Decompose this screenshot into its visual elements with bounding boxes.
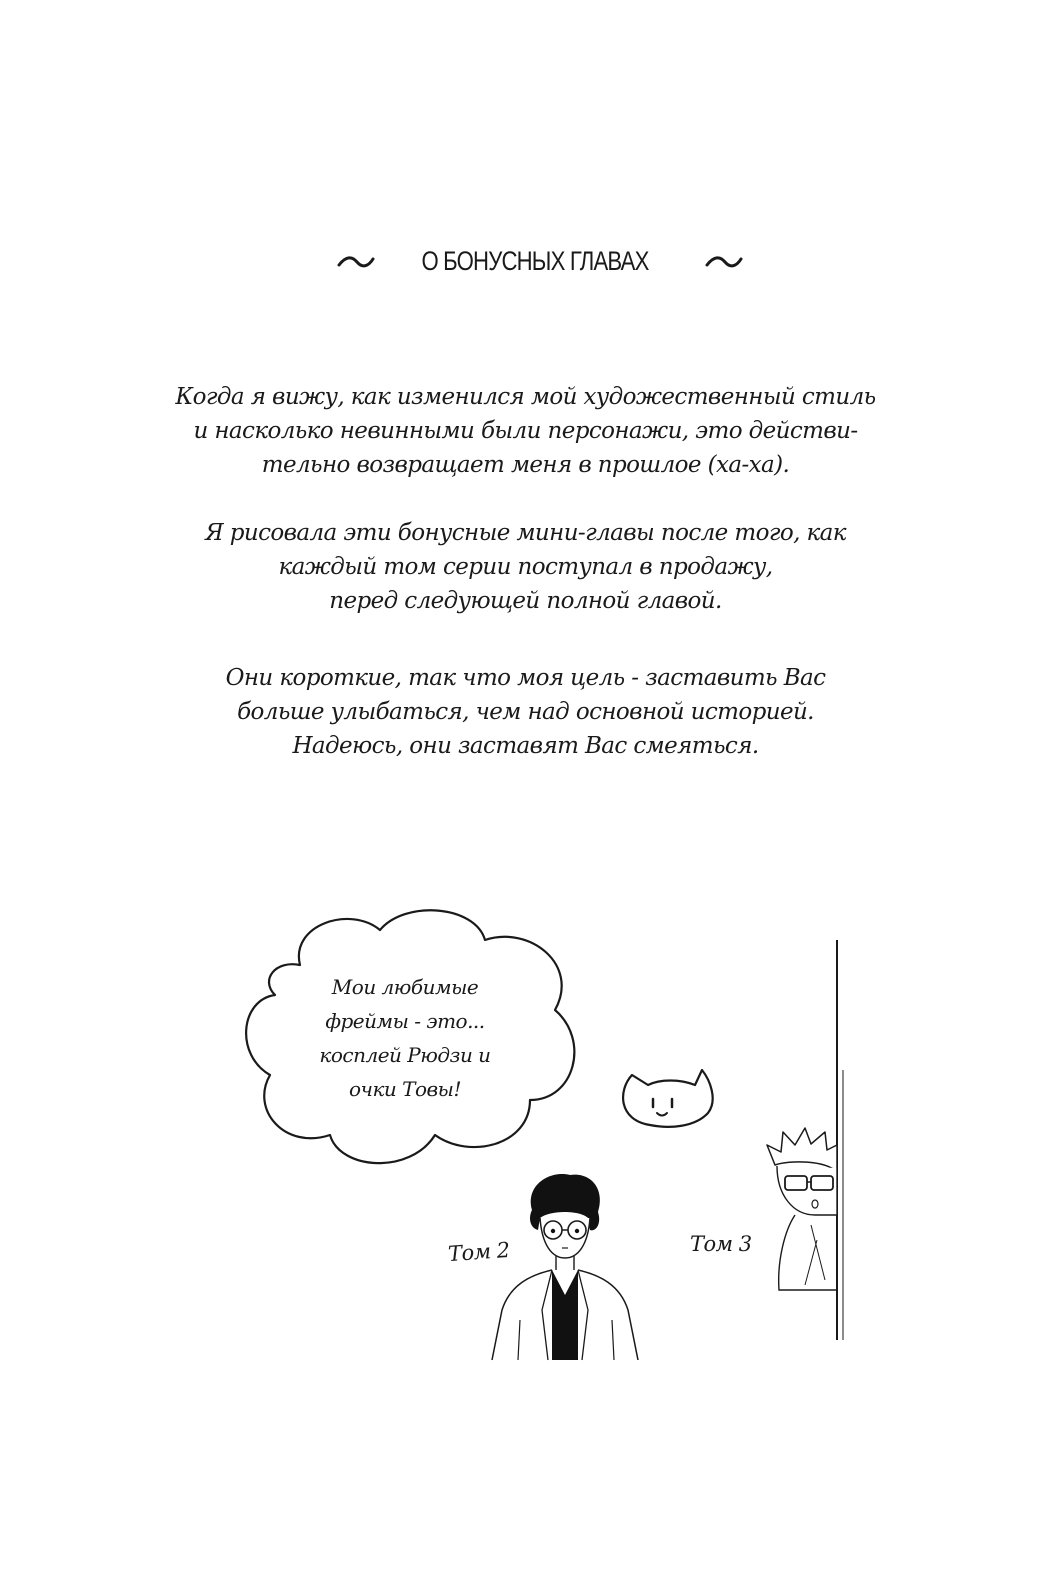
paragraph-goal (150, 661, 901, 763)
bubble-line: фреймы - это... (325, 1009, 485, 1033)
paragraph-line: каждый том серии поступал в продажу, (278, 554, 773, 580)
character-boy-with-glasses-illustration (480, 1170, 650, 1370)
section-heading-row (0, 246, 1051, 296)
volume-2-label: Том 2 (447, 1237, 511, 1267)
speech-bubble-text (300, 970, 510, 1106)
cat-face-icon (610, 1055, 720, 1135)
tilde-ornament-left-icon (336, 252, 376, 272)
bubble-line: очки Товы! (348, 1077, 461, 1101)
paragraph-line: Надеюсь, они заставят Вас смеяться. (292, 733, 759, 759)
paragraph-line: и насколько невинными были персонажи, это действи- (193, 418, 858, 444)
paragraph-line: Они короткие, так что моя цель - заставить Вас (225, 665, 826, 691)
paragraph-line: больше улыбаться, чем над основной историей. (237, 699, 814, 725)
paragraph-line: перед следующей полной главой. (329, 588, 722, 614)
bubble-line: Мои любимые (331, 975, 479, 999)
character-peeking-behind-wall-illustration (755, 940, 855, 1360)
paragraph-mini-chapters (150, 516, 901, 618)
section-title: О БОНУСНЫХ ГЛАВАХ (421, 246, 649, 276)
tilde-ornament-right-icon (704, 252, 744, 272)
paragraph-line: Когда я вижу, как изменился мой художественный стиль (175, 384, 876, 410)
paragraph-line: Я рисовала эти бонусные мини-главы после того, как (205, 520, 846, 546)
bubble-line: косплей Рюдзи и (319, 1043, 491, 1067)
paragraph-art-style (150, 380, 901, 482)
paragraph-line: тельно возвращает меня в прошлое (ха-ха). (261, 452, 790, 478)
volume-3-label: Том 3 (690, 1232, 752, 1256)
